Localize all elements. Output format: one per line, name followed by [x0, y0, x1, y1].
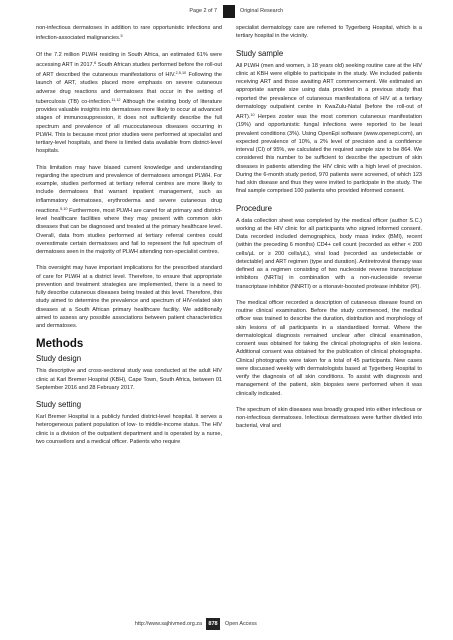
page-number: 878 — [206, 618, 220, 630]
citation[interactable]: 5,10 — [60, 206, 68, 211]
paragraph: Karl Bremer Hospital is a publicly funded district-level hospital. It serves a heterogeneous patient population of low- to middle-income status. The HIV clinic is a division of the outpatient department and is operated by a nurse, two counsellors and a medical officer. Patients who require — [36, 414, 222, 445]
page-footer — [0, 618, 453, 634]
paragraph: non-infectious dermatoses in addition to rare opportunistic infections and infection-associated malignancies.$^5$ — [36, 25, 222, 42]
right-column — [236, 24, 422, 439]
paragraph: Of the 7.2 million PLWH residing in South Africa, an estimated 61% were accessing ART in 2017.$^6$ South African studies performed before the roll-out of ART described the cutaneous manifestations of HIV.$^{2,5,10}$ Following the launch of ART, studies placed more emphasis on severe cutaneous adverse drug reactions and dermatoses that occur in the setting of tuberculosis (TB) co-infection.$^{11,12}$ Although the existing body of literature provides valuable insights into dermatoses more likely to occur at advanced stages of immunosuppression, it does not sufficiently describe the full spectrum and prevalence of all mucocutaneous diseases occurring in PLWH. This is because most prior studies were performed at specialist and tertiary-level hospitals, and there is limited data available from district-level hospitals. — [36, 51, 223, 155]
subheading-study-sample: Study sample — [236, 48, 284, 58]
paragraph: A data collection sheet was completed by the medical officer (author S.C.) working at the HIV clinic for all participants who signed informed consent. Data recorded included demographics, body mass index (BMI), recent (within the preceding 6 months) CD4+ cell count (recorded as either < 200 cells/µL or ≥ 200 cells/µL), viral load (recorded as undetectable or detectable) and ART regimen (type and duration). Antiretroviral therapy was defined as a regimen consisting of two nucleoside reverse transcriptase inhibitors (NRTIs) in combination with a non-nucleoside reverse transcriptase inhibitor (NNRTI) or a ritonavir-boosted protease inhibitor (PI). — [236, 217, 422, 290]
subheading-procedure: Procedure — [236, 203, 272, 213]
citation[interactable]: 6 — [94, 60, 97, 65]
paragraph: This oversight may have important implications for the prescribed standard of care for PLWH at a district level. Therefore, to ensure that appropriate prevention and treatment strategies are implemented, there is a need to fully describe cutaneous diseases being treated at this level. Therefore, this study aimed to determine the prevalence and spectrum of HIV-related skin diseases at a South African primary healthcare facility. We additionally aimed to assess any possible associations between patient characteristics and dermatoses. — [36, 265, 222, 329]
subheading-study-setting: Study setting — [36, 400, 82, 409]
citation[interactable]: 5 — [120, 34, 123, 39]
subheading-study-design: Study design — [36, 354, 82, 364]
page-label: Page 2 of 7 — [189, 8, 217, 14]
citation[interactable]: 10 — [250, 113, 255, 117]
page-header — [0, 4, 453, 20]
paragraph: specialist dermatology care are referred to Tygerberg Hospital, which is a tertiary hospital in the vicinity. — [236, 25, 422, 40]
header-divider-bar — [223, 5, 235, 18]
article-type: Original Research — [240, 8, 284, 14]
left-column — [36, 24, 222, 454]
citation[interactable]: 11,12 — [111, 97, 121, 102]
journal-url-link[interactable]: http://www.sajhivmed.org.za — [134, 621, 202, 627]
paragraph: All PLWH (men and women, ≥ 18 years old) seeking routine care at the HIV clinic at KBH were eligible to participate in the study. We included patients receiving ART and those awaiting ART commencement. We estimated an appropriate sample size using data provided in a previous study that reported the prevalence of cutaneous manifestations of HIV at a tertiary dermatology outpatient centre in KwaZulu-Natal (before the roll-out of ART).$^{10}$ Herpes zoster was the most common cutaneous manifestation (19%) and opportunistic fungal infections were reported to be least prevalent conditions (3%). Using OpenEpi software (www.openepi.com), an expected prevalence of 10%, a 2% level of precision and a confidence interval (CI) of 95%, we calculated the required sample size to be 864. We considered this number to be sufficient to describe the spectrum of skin diseases in patients attending the HIV clinic with a high level of precision. During the 6-month study period, 970 patients were screened, of which 123 had skin disease and thus they were invited to participate in the study. The final sample comprised 100 patients who provided informed consent. — [236, 62, 422, 195]
open-access-label: Open Access — [225, 621, 257, 627]
paragraph: The medical officer recorded a description of cutaneous disease found on routine clinical examination. Before the study commenced, the medical officer was trained to describe the duration, distribution and morphology of skin lesions of all participants in a standardised format. Where the dermatological diagnosis remained unclear after clinical examination, consent was obtained for taking the clinical photographs of skin lesions. Additional consent was obtained for the publication of clinical photographs. Clinical photographs were taken for a total of 45 participants. New cases were discussed weekly with dermatologists based at Tygerberg Hospital to verify the diagnosis of all skin conditions. To assist with diagnosis and management of the patient, skin biopsies were performed when it was clinically indicated. — [236, 299, 422, 397]
paragraph: This limitation may have biased current knowledge and understanding regarding the spectrum and prevalence of dermatoses amongst PLWH. For example, studies performed at tertiary referral centres are more likely to include dermatoses that warrant inpatient management, such as inflammatory dermatoses, erythroderma and severe cutaneous drug reactions.$^{5,10}$ Furthermore, most PLWH are cared for at primary and district-level healthcare facilities where they may present with common skin diseases that can be diagnosed and treated at the primary healthcare level. Overall, data from studies performed at tertiary referral centres could overestimate certain dermatoses and fail to represent the full spectrum of dermatoses seen in the majority of PLWH attending non-specialist centres. — [36, 164, 222, 255]
paragraph: The spectrum of skin diseases was broadly grouped into either infectious or non-infectious dermatoses. Infectious dermatoses were further divided into bacterial, viral and — [236, 406, 422, 430]
section-heading-methods: Methods — [36, 338, 84, 351]
citation[interactable]: 2,5,10 — [175, 71, 187, 75]
paragraph: This descriptive and cross-sectional study was conducted at the adult HIV clinic at Karl Bremer Hospital (KBH), Cape Town, South Africa, between 01 September 2016 and 28 February 2017. — [36, 368, 222, 391]
